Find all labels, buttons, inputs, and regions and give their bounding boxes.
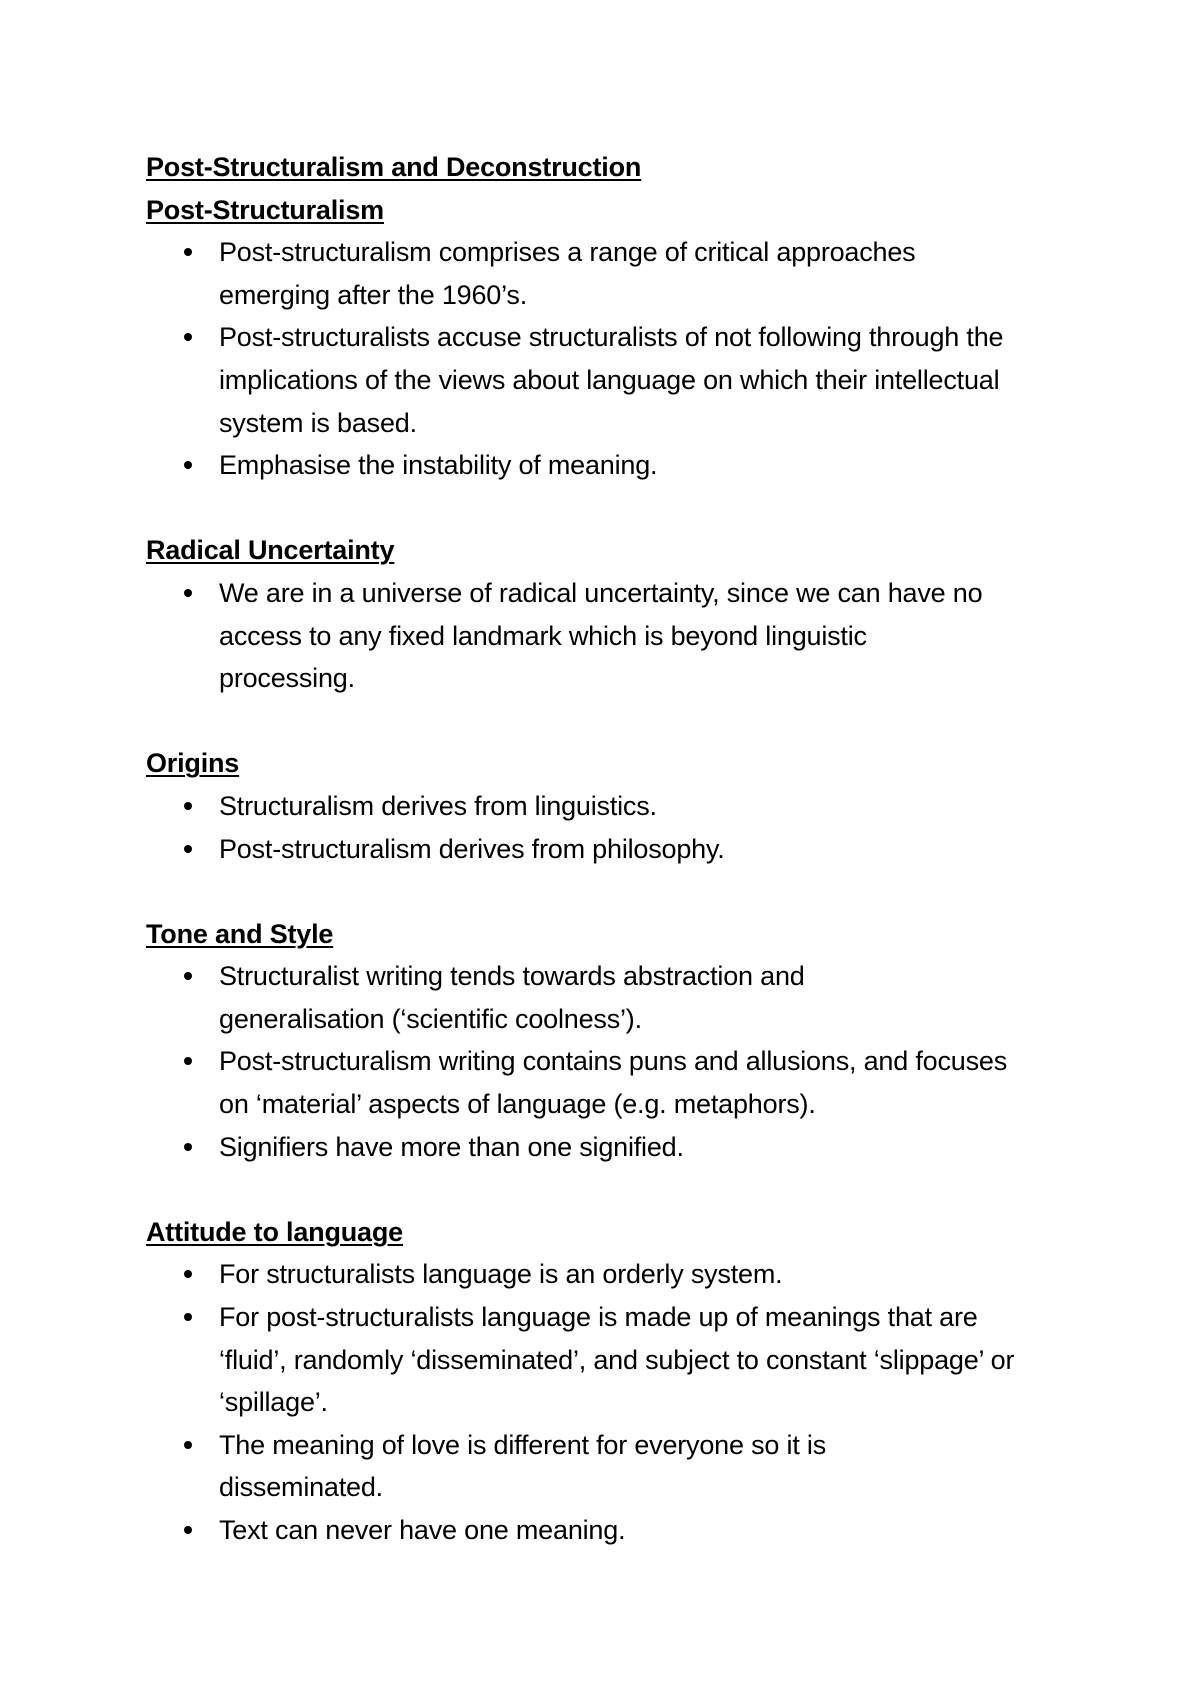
list-item-text: For structuralists language is an orderly system.	[219, 1259, 783, 1290]
list-item	[146, 828, 1086, 871]
list-item-text: Post-structuralism comprises a range of critical approaches emerging after the 1960’s.	[219, 237, 916, 310]
list-item	[146, 1296, 1019, 1424]
bullet-list	[146, 231, 1086, 487]
list-item	[146, 1253, 1086, 1296]
section-spacer	[146, 870, 1086, 913]
bullet-icon	[184, 589, 192, 597]
bullet-icon	[184, 461, 192, 469]
list-item	[146, 785, 1086, 828]
bullet-icon	[184, 1526, 192, 1534]
bullet-icon	[184, 1313, 192, 1321]
list-item-text: Text can never have one meaning.	[219, 1515, 626, 1545]
bullet-icon	[184, 1143, 192, 1151]
section-heading: Attitude to language	[146, 1216, 403, 1247]
bullet-icon	[184, 1441, 192, 1449]
bullet-icon	[184, 248, 192, 256]
list-item-text: For post-structuralists language is made up of meanings that are ‘fluid’, randomly ‘disseminated’, and subject to constant ‘slippage’ or ‘spillage’.	[219, 1302, 1015, 1418]
bullet-icon	[184, 845, 192, 853]
list-item	[146, 955, 939, 1040]
bullet-icon	[184, 802, 192, 810]
document-body	[146, 146, 1086, 1552]
section-radical-uncertainty	[146, 529, 1086, 699]
bullet-list	[146, 785, 1086, 870]
section-origins	[146, 742, 1086, 870]
bullet-list	[146, 955, 1086, 1168]
section-spacer	[146, 1168, 1086, 1211]
bullet-list	[146, 1253, 1086, 1551]
section-heading: Origins	[146, 748, 240, 779]
list-item-text: Structuralism derives from linguistics.	[219, 790, 657, 821]
bullet-icon	[184, 1057, 192, 1065]
bullet-list	[146, 572, 1086, 700]
section-post-structuralism	[146, 189, 1086, 487]
list-item	[146, 444, 1086, 487]
bullet-icon	[184, 1270, 192, 1278]
section-attitude-to-language	[146, 1211, 1086, 1552]
list-item-text: Emphasise the instability of meaning.	[219, 450, 658, 481]
section-spacer	[146, 487, 1086, 530]
list-item-text: The meaning of love is different for everyone so it is disseminated.	[219, 1429, 827, 1503]
list-item	[146, 1509, 1086, 1552]
list-item-text: Post-structuralism derives from philosophy.	[219, 833, 725, 864]
list-item	[146, 316, 1009, 444]
bullet-icon	[184, 972, 192, 980]
list-item	[146, 1040, 1009, 1125]
list-item-text: Post-structuralists accuse structuralists of not following through the implications of the views about language on which their intellectual system is based.	[219, 322, 1004, 438]
section-heading: Tone and Style	[146, 918, 334, 949]
bullet-icon	[184, 333, 192, 341]
section-heading: Radical Uncertainty	[146, 535, 395, 566]
list-item-text: Signifiers have more than one signified.	[219, 1131, 684, 1162]
section-tone-and-style	[146, 913, 1086, 1169]
list-item	[146, 1126, 1086, 1169]
list-item-text: We are in a universe of radical uncertainty, since we can have no access to any fixed landmark which is beyond linguistic processing.	[219, 577, 983, 694]
list-item-text: Structuralist writing tends towards abstraction and generalisation (‘scientific coolness’).	[219, 961, 805, 1034]
list-item	[146, 1424, 939, 1509]
list-item-text: Post-structuralism writing contains puns and allusions, and focuses on ‘material’ aspects of language (e.g. metaphors).	[219, 1046, 1007, 1120]
section-heading: Post-Structuralism	[146, 194, 384, 225]
document-title: Post-Structuralism and Deconstruction	[146, 152, 642, 182]
section-spacer	[146, 700, 1086, 743]
list-item	[146, 572, 999, 700]
list-item	[146, 231, 979, 316]
